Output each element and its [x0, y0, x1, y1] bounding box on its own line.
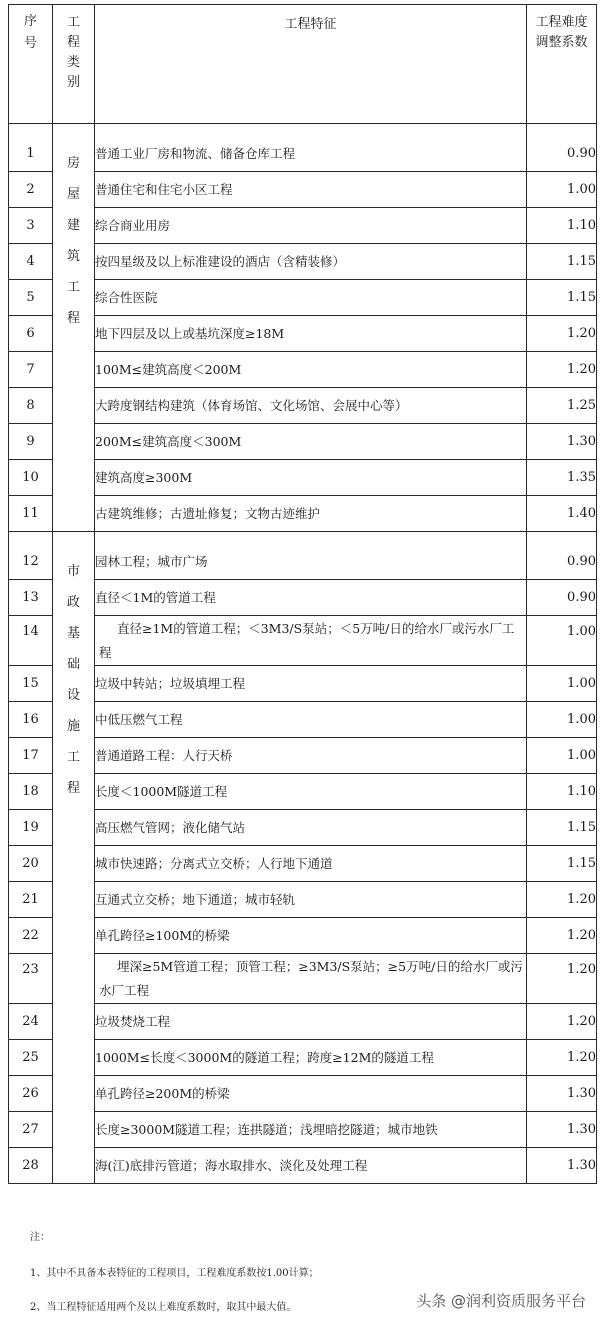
table-row: [9, 918, 597, 954]
row-feature: 园林工程；城市广场: [95, 532, 527, 580]
table-row: [9, 352, 597, 388]
row-no: 4: [9, 244, 53, 280]
row-coefficient: 1.30: [527, 424, 597, 460]
row-feature: 海(江)底排污管道；海水取排水、淡化及处理工程: [95, 1148, 527, 1184]
row-no: 8: [9, 388, 53, 424]
row-feature: 单孔跨径≥100M的桥梁: [95, 918, 527, 954]
row-feature: 普通住宅和住宅小区工程: [95, 172, 527, 208]
row-feature: 建筑高度≥300M: [95, 460, 527, 496]
row-coefficient: 1.15: [527, 810, 597, 846]
row-no: 28: [9, 1148, 53, 1184]
table-row: [9, 424, 597, 460]
row-no: 5: [9, 280, 53, 316]
table-row: [9, 316, 597, 352]
table-row: [9, 616, 597, 666]
row-no: 21: [9, 882, 53, 918]
row-no: 23: [9, 954, 53, 1004]
row-feature: 垃圾中转站；垃圾填埋工程: [95, 666, 527, 702]
table-row: [9, 810, 597, 846]
row-coefficient: 1.30: [527, 1076, 597, 1112]
row-coefficient: 1.40: [527, 496, 597, 532]
row-no: 11: [9, 496, 53, 532]
row-coefficient: 1.10: [527, 774, 597, 810]
row-coefficient: 1.20: [527, 954, 597, 1004]
row-feature: 100M≤建筑高度＜200M: [95, 352, 527, 388]
table-row: [9, 388, 597, 424]
row-feature: 中低压燃气工程: [95, 702, 527, 738]
table-row: [9, 1076, 597, 1112]
row-feature: 1000M≤长度＜3000M的隧道工程；跨度≥12M的隧道工程: [95, 1040, 527, 1076]
row-coefficient: 1.00: [527, 616, 597, 666]
row-no: 20: [9, 846, 53, 882]
row-coefficient: 1.00: [527, 738, 597, 774]
header-category: 工程类别: [53, 5, 95, 124]
row-coefficient: 1.00: [527, 666, 597, 702]
row-coefficient: 1.20: [527, 1004, 597, 1040]
row-no: 10: [9, 460, 53, 496]
notes-heading: 注：: [30, 1232, 50, 1243]
row-coefficient: 1.10: [527, 208, 597, 244]
row-no: 12: [9, 532, 53, 580]
row-no: 7: [9, 352, 53, 388]
row-coefficient: 1.20: [527, 316, 597, 352]
row-feature: 直径＜1M的管道工程: [95, 580, 527, 616]
table-row: [9, 460, 597, 496]
row-no: 18: [9, 774, 53, 810]
table-row: [9, 1040, 597, 1076]
header-feature: 工程特征: [95, 5, 527, 124]
row-no: 22: [9, 918, 53, 954]
note-item-2: 2、当工程特征适用两个及以上难度系数时，取其中最大值。: [30, 1302, 297, 1313]
row-no: 25: [9, 1040, 53, 1076]
difficulty-coefficient-table: [8, 4, 597, 1184]
row-feature: 200M≤建筑高度＜300M: [95, 424, 527, 460]
row-coefficient: 1.00: [527, 702, 597, 738]
row-feature: 综合商业用房: [95, 208, 527, 244]
row-no: 6: [9, 316, 53, 352]
row-coefficient: 1.35: [527, 460, 597, 496]
row-no: 19: [9, 810, 53, 846]
row-feature: 互通式立交桥；地下通道；城市轻轨: [95, 882, 527, 918]
table-header-row: [9, 5, 597, 124]
category-house: 房屋建筑工程: [53, 124, 95, 532]
row-feature: 普通工业厂房和物流、储备仓库工程: [95, 124, 527, 172]
row-feature: 普通道路工程：人行天桥: [95, 738, 527, 774]
row-coefficient: 1.20: [527, 918, 597, 954]
row-no: 26: [9, 1076, 53, 1112]
row-no: 1: [9, 124, 53, 172]
table-row: [9, 580, 597, 616]
table-row: [9, 774, 597, 810]
row-coefficient: 0.90: [527, 532, 597, 580]
row-no: 13: [9, 580, 53, 616]
row-coefficient: 1.30: [527, 1112, 597, 1148]
table-row: [9, 702, 597, 738]
row-coefficient: 0.90: [527, 580, 597, 616]
row-no: 24: [9, 1004, 53, 1040]
row-feature: 城市快速路；分离式立交桥；人行地下通道: [95, 846, 527, 882]
row-coefficient: 1.25: [527, 388, 597, 424]
row-coefficient: 1.00: [527, 172, 597, 208]
row-feature: 大跨度钢结构建筑（体育场馆、文化场馆、会展中心等）: [95, 388, 527, 424]
row-no: 2: [9, 172, 53, 208]
table-row: [9, 738, 597, 774]
table-row: [9, 1112, 597, 1148]
row-no: 3: [9, 208, 53, 244]
row-feature: 长度≥3000M隧道工程；连拱隧道；浅埋暗挖隧道；城市地铁: [95, 1112, 527, 1148]
table-row: [9, 124, 597, 172]
table-row: [9, 244, 597, 280]
table-row: [9, 208, 597, 244]
category-municipal: 市政基础设施工程: [53, 532, 95, 1184]
row-no: 17: [9, 738, 53, 774]
table-row: [9, 846, 597, 882]
row-coefficient: 1.20: [527, 1040, 597, 1076]
row-feature: 长度＜1000M隧道工程: [95, 774, 527, 810]
table-row: [9, 1004, 597, 1040]
header-no: 序号: [9, 5, 53, 124]
row-coefficient: 1.20: [527, 882, 597, 918]
row-feature: 高压燃气管网；液化储气站: [95, 810, 527, 846]
table-row: [9, 172, 597, 208]
table-row: [9, 882, 597, 918]
table-row: [9, 954, 597, 1004]
table-row: [9, 280, 597, 316]
watermark-text: 头条 @润利资质服务平台: [416, 1292, 586, 1310]
row-feature: 综合性医院: [95, 280, 527, 316]
row-coefficient: 1.20: [527, 352, 597, 388]
row-no: 27: [9, 1112, 53, 1148]
row-feature: 地下四层及以上或基坑深度≥18M: [95, 316, 527, 352]
table-row: [9, 496, 597, 532]
row-feature: 埋深≥5M管道工程；顶管工程；≥3M3/S泵站；≥5万吨/日的给水厂或污水厂工程: [95, 954, 527, 1004]
header-coefficient: 工程难度调整系数: [527, 5, 597, 124]
table-row: [9, 532, 597, 580]
row-coefficient: 1.15: [527, 244, 597, 280]
row-no: 9: [9, 424, 53, 460]
table-row: [9, 1148, 597, 1184]
row-feature: 垃圾焚烧工程: [95, 1004, 527, 1040]
row-feature: 按四星级及以上标准建设的酒店（含精装修）: [95, 244, 527, 280]
row-no: 15: [9, 666, 53, 702]
table-row: [9, 666, 597, 702]
row-coefficient: 1.30: [527, 1148, 597, 1184]
row-coefficient: 0.90: [527, 124, 597, 172]
note-item-1: 1、其中不具备本表特征的工程项目，工程难度系数按1.00计算；: [30, 1268, 319, 1279]
row-feature: 单孔跨径≥200M的桥梁: [95, 1076, 527, 1112]
row-no: 16: [9, 702, 53, 738]
row-coefficient: 1.15: [527, 280, 597, 316]
row-no: 14: [9, 616, 53, 666]
row-feature: 直径≥1M的管道工程；＜3M3/S泵站；＜5万吨/日的给水厂或污水厂工程: [95, 616, 527, 666]
row-coefficient: 1.15: [527, 846, 597, 882]
row-feature: 古建筑维修；古遗址修复；文物古迹维护: [95, 496, 527, 532]
